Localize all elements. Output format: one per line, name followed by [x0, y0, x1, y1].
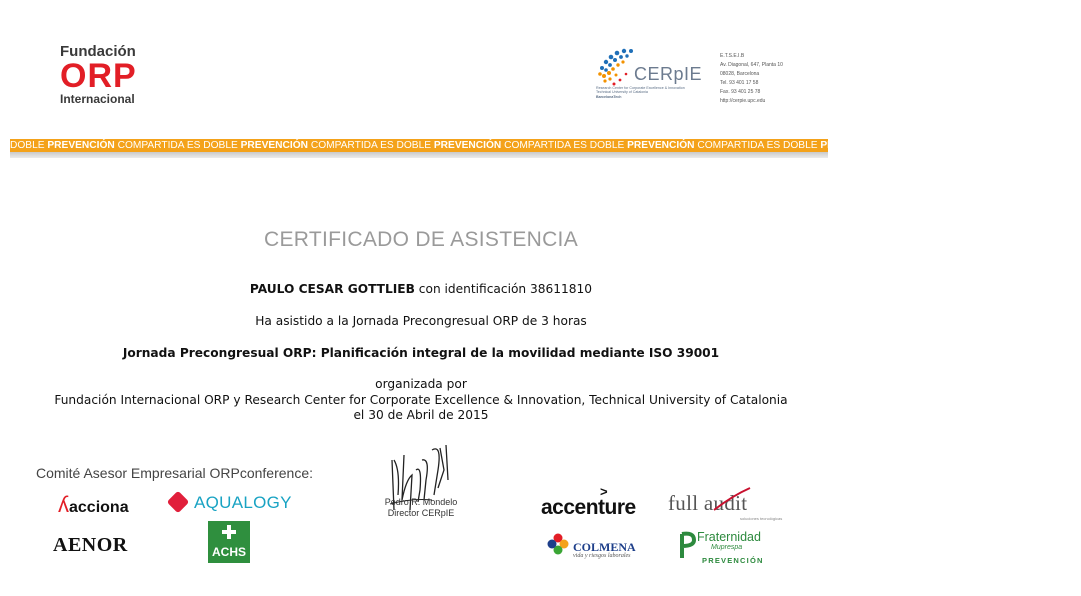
signature-icon: [382, 440, 458, 540]
accenture-mark-icon: >: [600, 484, 608, 499]
fraternidad-subtitle: Muprespa: [711, 544, 743, 551]
address-line: 08028, Barcelona: [720, 71, 760, 77]
signatory-role: Director CERpIE: [387, 508, 455, 518]
band-shadow: [10, 152, 828, 158]
acciona-text: acciona: [69, 499, 129, 516]
orp-logo-line3: Internacional: [60, 92, 135, 106]
cerpie-name: CERpIE: [634, 64, 703, 84]
aqualogy-logo: [170, 493, 292, 513]
event-title: Jornada Precongresual ORP: Planificación integral de la movilidad mediante ISO 39001: [122, 346, 720, 360]
achs-text: ACHS: [211, 545, 246, 559]
acciona-mark-icon: ʎ: [58, 492, 69, 517]
band-keyword: PREVENCIÓN: [47, 140, 115, 151]
organizers-text: Fundación Internacional ORP y Research Center for Corporate Excellence & Innovation, Technical University of Catalonia: [54, 393, 788, 407]
accenture-logo: accenture: [541, 496, 636, 519]
colmena-flower-icon: [546, 532, 570, 556]
certificate-title: CERTIFICADO DE ASISTENCIA: [264, 228, 578, 251]
fraternidad-logo: Fraternidad: [697, 530, 761, 544]
cerpie-tagline: [596, 86, 716, 99]
address-line: Fax. 93 401 25 78: [720, 89, 761, 95]
fullaudit-subtitle: soluciones tecnológicas: [740, 516, 783, 521]
organized-by-label: organizada por: [375, 377, 467, 391]
aenor-logo: AENOR: [53, 534, 128, 556]
attendance-text: Ha asistido a la Jornada Precongresual ORP de 3 horas: [255, 314, 587, 328]
band-keyword: PREVENCIÓN: [433, 140, 502, 151]
aqualogy-text: AQUALOGY: [194, 493, 292, 512]
orp-logo-line1: Fundación: [60, 43, 136, 60]
fullaudit-logo: full audit: [668, 491, 748, 515]
participant-line: [0, 282, 842, 296]
band-text: COMPARTIDA ES DOBLE: [501, 140, 628, 151]
band-text: COMPARTIDA ES DOBLE: [694, 140, 821, 151]
band-text: COMPARTIDA ES DOBLE: [308, 140, 434, 151]
band-keyword: PREVENCIÓN: [240, 140, 308, 151]
signatory-name: Pedro R. Mondelo: [384, 497, 458, 507]
cerpie-tagline-line: BarcelonaTech: [596, 94, 622, 99]
slogan-band: [10, 139, 1081, 152]
cerpie-tagline-line: Technical University of Catalonia: [596, 90, 648, 95]
achs-logo: [208, 521, 250, 563]
orp-logo-line2: ORP: [60, 57, 137, 95]
band-text: DOBLE: [10, 140, 48, 151]
band-text: COMPARTIDA ES DOBLE: [887, 140, 1014, 151]
colmena-subtitle: vida y riesgos laborales: [573, 553, 631, 559]
achs-cross-icon: [222, 525, 236, 539]
committee-title: Comité Asesor Empresarial ORPconference:: [36, 465, 313, 481]
acciona-logo: [58, 492, 129, 518]
band-keyword: PREVENCIÓN: [820, 140, 888, 151]
cerpie-tagline-line: Research Center for Corporate Excellence & Innovation: [596, 86, 685, 90]
address-line: Av. Diagonal, 647, Planta 10: [720, 62, 783, 68]
participant-name: PAULO CESAR GOTTLIEB: [249, 282, 415, 296]
colmena-logo: COLMENA: [573, 540, 636, 554]
band-text: COMPARTIDA ES DOBLE: [114, 140, 241, 151]
cerpie-address: [720, 52, 783, 106]
aqualogy-mark-icon: [167, 491, 190, 514]
address-line: http://cerpie.upc.edu: [720, 98, 766, 104]
fraternidad-prevencion: PREVENCIÓN: [702, 556, 764, 565]
band-keyword: PREVENCIÓN: [627, 140, 695, 151]
fullaudit-swoosh-icon: [712, 486, 752, 512]
address-line: Tel. 93 401 17 58: [720, 80, 759, 86]
participant-id: con identificación 38611810: [414, 282, 593, 296]
fraternidad-mark-icon: [678, 530, 698, 560]
signatory: [366, 497, 476, 519]
band-keyword: PREVENCIÓN: [1013, 140, 1081, 151]
orp-logo: [60, 44, 160, 105]
event-date: el 30 de Abril de 2015: [353, 408, 489, 422]
address-line: E.T.S.E.I.B: [720, 53, 745, 59]
